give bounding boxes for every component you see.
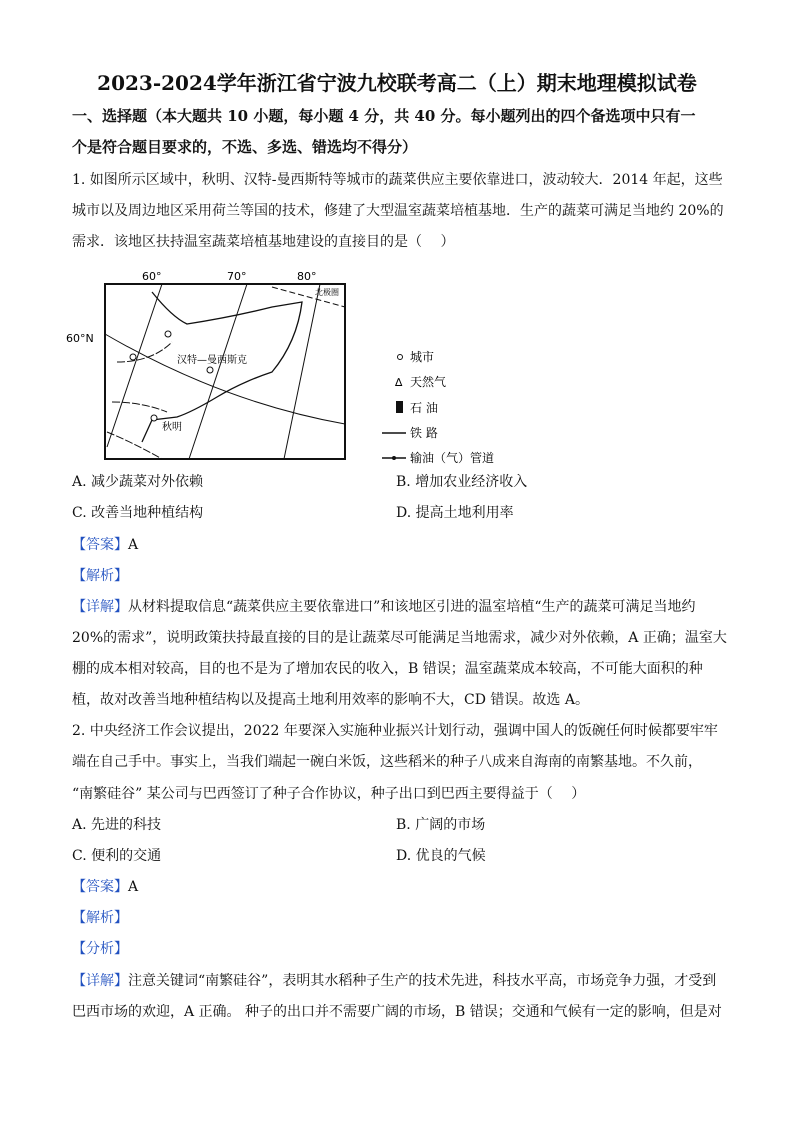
q1-answer <box>72 535 138 555</box>
q2-stem: 端在自己手中。事实上，当我们端起一碗白米饭，这些稻米的种子八成来自海南的南繁基地。不久前， <box>72 754 702 770</box>
city-label: 汉特—曼西斯克 <box>177 355 247 366</box>
legend-city: 城市 <box>410 350 435 364</box>
q1-stem: 城市以及周边地区采用荷兰等国的技术，修建了大型温室蔬菜培植基地．生产的蔬菜可满足当地约 20%的 <box>72 203 724 219</box>
legend-gas: 天然气 <box>410 375 447 389</box>
lon-label: 80° <box>297 270 317 283</box>
q2-stem: 2. 中央经济工作会议提出，2022 年要深入实施种业振兴计划行动，强调中国人的饭碗任何时候都要牢牢 <box>72 723 718 739</box>
svg-text:∆: ∆ <box>395 376 403 389</box>
q2-detail: 巴西市场的欢迎，A 正确。 种子的出口并不需要广阔的市场，B 错误；交通和气候有一定的影响，但是对 <box>72 1004 722 1020</box>
q2-stem: “南繁硅谷” 某公司与巴西签订了种子合作协议，种子出口到巴西主要得益于（ ） <box>72 786 586 802</box>
q1-detail: 棚的成本相对较高，目的也不是为了增加农民的收入，B 错误；温室蔬菜成本较高，不可能大面积的种 <box>72 661 703 677</box>
lon-label: 60° <box>142 270 162 283</box>
answer-label: 【答案】 <box>72 537 128 553</box>
q2-analysis-label: 【解析】 <box>72 910 128 926</box>
city-label: 秋明 <box>162 422 182 433</box>
q1-detail: 20%的需求”，说明政策扶持最直接的目的是让蔬菜尽可能满足当地需求，减少对外依赖，A 正确；温室大 <box>72 630 727 646</box>
q1-detail: 植，故对改善当地种植结构以及提高土地利用效率的影响不大，CD 错误。故选 A。 <box>72 692 589 708</box>
detail-text: 从材料提取信息“蔬菜供应主要依靠进口”和该地区引进的温室培植“生产的蔬菜可满足当地约 <box>128 599 696 615</box>
q2-option-d: D. 优良的气候 <box>396 848 486 864</box>
q2-fenxi-label: 【分析】 <box>72 941 128 957</box>
q2-option-c: C. 便利的交通 <box>72 848 162 864</box>
section-heading-cont: 个是符合题目要求的，不选、多选、错选均不得分） <box>72 138 418 156</box>
q2-option-b: B. 广阔的市场 <box>396 817 486 833</box>
lon-label: 70° <box>227 270 247 283</box>
q1-stem: 1. 如图所示区域中，秋明、汉特-曼西斯特等城市的蔬菜供应主要依靠进口，波动较大．2014 年起，这些 <box>72 172 723 188</box>
legend-pipeline: 输油（气）管道 <box>410 451 495 465</box>
section-heading: 一、选择题（本大题共 10 小题，每小题 4 分，共 40 分。每小题列出的四个备选项中只有一 <box>72 107 696 125</box>
map-figure <box>66 262 512 467</box>
q1-option-c: C. 改善当地种植结构 <box>72 505 204 521</box>
legend-railway: 铁 路 <box>410 426 438 440</box>
q1-option-b: B. 增加农业经济收入 <box>396 474 528 490</box>
detail-label: 【详解】 <box>72 599 128 615</box>
q1-option-a: A. 减少蔬菜对外依赖 <box>72 474 204 490</box>
page-title: 2023-2024学年浙江省宁波九校联考高二（上）期末地理模拟试卷 <box>97 71 697 95</box>
q2-detail <box>72 971 716 991</box>
q1-stem: 需求．该地区扶持温室蔬菜培植基地建设的直接目的是（ ） <box>72 234 455 250</box>
q1-detail <box>72 597 695 617</box>
legend-oil: 石 油 <box>410 401 438 415</box>
q2-option-a: A. 先进的科技 <box>72 817 162 833</box>
arctic-label: 北极圈 <box>315 288 339 297</box>
answer-value: A <box>128 537 139 553</box>
lat-label: 60°N <box>66 332 94 345</box>
answer-value: A <box>128 879 139 895</box>
q2-answer <box>72 877 138 897</box>
answer-label: 【答案】 <box>72 879 128 895</box>
detail-label: 【详解】 <box>72 973 128 989</box>
q1-analysis-label: 【解析】 <box>72 568 128 584</box>
q1-option-d: D. 提高土地利用率 <box>396 505 514 521</box>
detail-text: 注意关键词“南繁硅谷”，表明其水稻种子生产的技术先进，科技水平高，市场竞争力强，才受到 <box>128 973 717 989</box>
